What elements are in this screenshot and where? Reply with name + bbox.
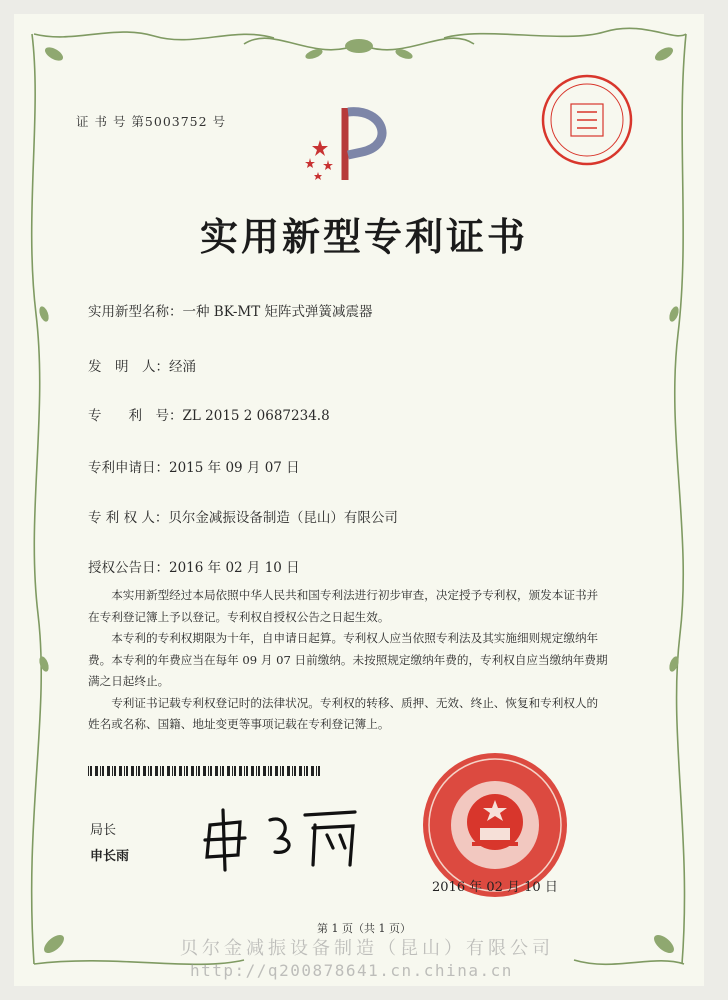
certificate-body bbox=[88, 585, 608, 736]
watermark-url: http://q200878641.cn.china.cn bbox=[190, 961, 513, 980]
agency-seal-stamp bbox=[537, 70, 637, 170]
director-name: 申长雨 bbox=[90, 849, 130, 864]
field-label: 专 利 号： bbox=[88, 408, 183, 424]
barcode bbox=[88, 766, 323, 776]
field-value: 2015 年 09 月 07 日 bbox=[169, 460, 300, 476]
field-value: 一种 BK-MT 矩阵式弹簧减震器 bbox=[182, 304, 373, 320]
page-number: 第 1 页（共 1 页） bbox=[317, 922, 411, 935]
field-label: 发 明 人： bbox=[88, 359, 169, 375]
field-application-date bbox=[88, 456, 300, 476]
body-paragraph: 本专利的专利权期限为十年，自申请日起算。专利权人应当依照专利法及其实施细则规定缴纳年费。本专利的年费应当在每年 09 月 07 日前缴纳。未按照规定缴纳年费的，专利权自应当缴纳年费期满之日起终止。 bbox=[88, 631, 608, 688]
field-utility-model-name bbox=[88, 300, 373, 320]
body-paragraph: 专利证书记载专利权登记时的法律状况。专利权的转移、质押、无效、终止、恢复和专利权人的姓名或名称、国籍、地址变更等事项记载在专利登记簿上。 bbox=[88, 695, 599, 731]
issue-date: 2016 年 02 月 10 日 bbox=[432, 880, 558, 895]
field-patentee bbox=[88, 506, 398, 526]
director-signature bbox=[195, 800, 365, 875]
director-title: 局长 bbox=[90, 823, 117, 838]
field-value: 2016 年 02 月 10 日 bbox=[169, 560, 300, 576]
field-label: 专利申请日： bbox=[88, 460, 169, 476]
field-value: ZL 2015 2 0687234.8 bbox=[182, 408, 330, 424]
field-label: 专 利 权 人： bbox=[88, 510, 169, 526]
field-label: 实用新型名称： bbox=[88, 304, 183, 320]
director-block bbox=[90, 818, 129, 870]
field-value: 贝尔金减振设备制造（昆山）有限公司 bbox=[168, 510, 398, 526]
field-patent-number bbox=[88, 404, 330, 424]
certificate-title: 实用新型专利证书 bbox=[199, 215, 528, 259]
patent-office-logo-icon bbox=[290, 100, 400, 190]
watermark-company: 贝尔金减振设备制造（昆山）有限公司 bbox=[180, 938, 554, 959]
field-grant-date bbox=[88, 556, 300, 576]
field-inventor bbox=[88, 355, 196, 375]
body-paragraph: 本实用新型经过本局依照中华人民共和国专利法进行初步审查，决定授予专利权，颁发本证书并在专利登记簿上予以登记。专利权自授权公告之日起生效。 bbox=[88, 588, 599, 624]
field-label: 授权公告日： bbox=[88, 560, 169, 576]
field-value: 经涌 bbox=[169, 359, 196, 375]
certificate-number: 证 书 号 第5003752 号 bbox=[76, 114, 227, 129]
